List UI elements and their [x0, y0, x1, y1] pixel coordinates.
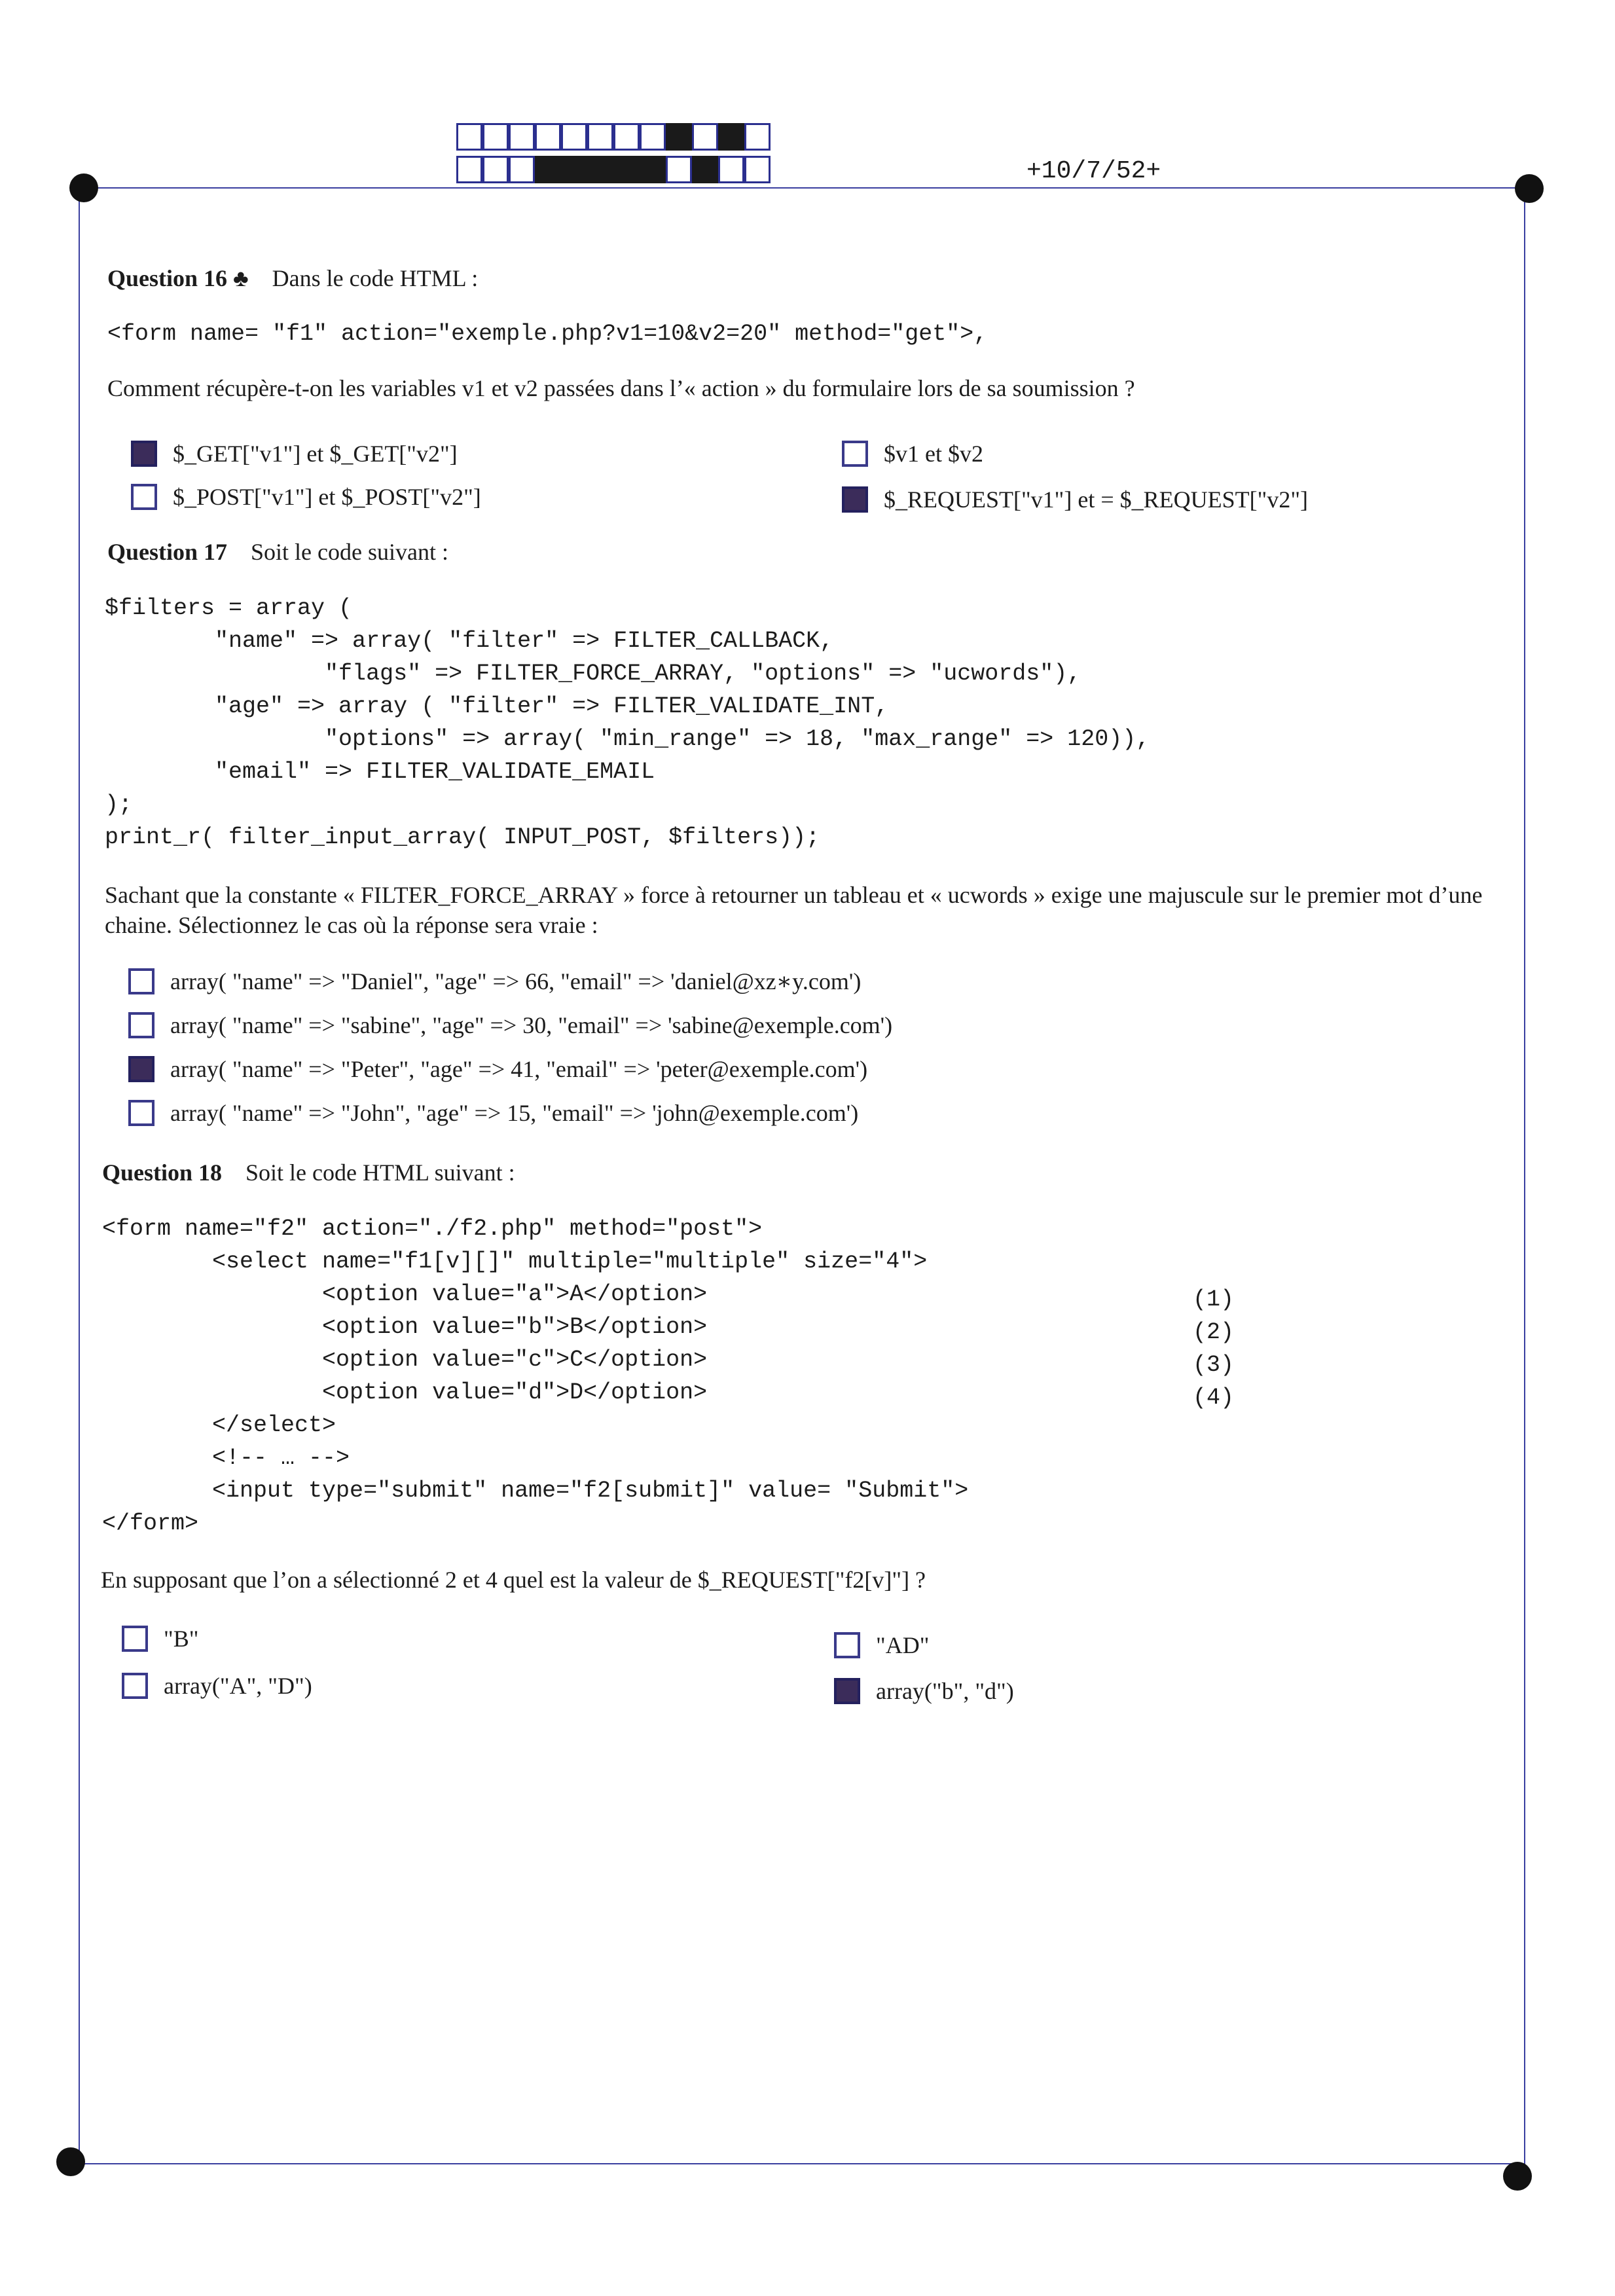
frame-top	[85, 187, 1532, 189]
barcode-cell	[692, 123, 718, 151]
barcode-cell	[613, 123, 640, 151]
question-16-code: <form name= "f1" action="exemple.php?v1=10&v2=20" method="get">,	[107, 321, 988, 347]
question-18-code: <form name="f2" action="./f2.php" method="post"> <select name="f1[v][]" multiple="multiple" size="4"> <option value="a">A</option> <option value="b">B</option> <option value="c">C</option> <option value="d">D</option> </select> <!-- … --> <input type="submit" name="f2[submit]" value= "Submit"> </form>	[102, 1216, 969, 1537]
q16-choice-3[interactable]	[842, 437, 983, 470]
barcode-cell	[535, 123, 561, 151]
barcode-cell	[666, 123, 692, 151]
barcode-cell	[640, 123, 666, 151]
code-line-number-3: (3)	[1193, 1352, 1235, 1378]
question-16-text: Comment récupère-t-on les variables v1 et v2 passées dans l’« action » du formulaire lors de sa soumission ?	[107, 375, 1135, 401]
barcode-cell	[718, 156, 744, 183]
corner-marker-bottom-left	[56, 2147, 85, 2176]
question-17-label: Question 17	[107, 539, 228, 565]
question-17-text: Sachant que la constante « FILTER_FORCE_ARRAY » force à retourner un tableau et « ucwords » exige une majuscule sur le premier mot d’une chaine. Sélectionnez le cas où la réponse sera vraie :	[105, 882, 1483, 938]
code-line-number-1: (1)	[1193, 1286, 1235, 1313]
q16-choice-2[interactable]	[131, 481, 481, 513]
barcode-cell	[587, 156, 613, 183]
barcode-cell	[535, 156, 561, 183]
q18-choice-4[interactable]	[834, 1675, 1014, 1707]
checkbox[interactable]	[834, 1632, 860, 1658]
checkbox[interactable]	[131, 441, 157, 467]
choice-label: array( "name" => "John", "age" => 15, "email" => 'john@exemple.com')	[170, 1100, 859, 1126]
choice-label: $_POST["v1"] et $_POST["v2"]	[173, 484, 481, 510]
q16-choice-4[interactable]	[842, 483, 1308, 516]
checkbox[interactable]	[842, 441, 868, 467]
question-16-title	[107, 264, 478, 292]
code-line-number-2: (2)	[1193, 1319, 1235, 1345]
checkbox[interactable]	[128, 1100, 154, 1126]
question-16-label: Question 16 ♣	[107, 265, 249, 291]
corner-marker-top-left	[69, 173, 98, 202]
q16-choice-1[interactable]	[131, 437, 458, 470]
barcode-cell	[456, 123, 482, 151]
frame-right	[1524, 187, 1525, 2175]
code-line-number-4: (4)	[1193, 1385, 1235, 1411]
checkbox[interactable]	[131, 484, 157, 510]
question-18-text: En supposant que l’on a sélectionné 2 et 4 quel est la valeur de $_REQUEST["f2[v]"] ?	[101, 1567, 926, 1593]
checkbox[interactable]	[842, 486, 868, 513]
choice-label: $v1 et $v2	[884, 441, 983, 467]
barcode-cell	[692, 156, 718, 183]
barcode-cell	[613, 156, 640, 183]
question-17-title	[107, 538, 448, 566]
choice-label: array("A", "D")	[164, 1673, 312, 1699]
barcode-cell	[509, 123, 535, 151]
question-18-title	[102, 1159, 515, 1186]
q17-choice-3[interactable]	[128, 1053, 867, 1085]
barcode-cell	[561, 156, 587, 183]
barcode-cell	[456, 156, 482, 183]
exam-id: +10/7/52+	[1026, 157, 1161, 185]
checkbox[interactable]	[122, 1673, 148, 1699]
choice-label: $_GET["v1"] et $_GET["v2"]	[173, 441, 458, 467]
question-17-code: $filters = array ( "name" => array( "filter" => FILTER_CALLBACK, "flags" => FILTER_FORCE_ARRAY, "options" => "ucwords"), "age" => array ( "filter" => FILTER_VALIDATE_INT, "options" => array( "min_range" => 18, "max_range" => 120)), "email" => FILTER_VALIDATE_EMAIL ); print_r( filter_input_array( INPUT_POST, $filters));	[105, 595, 1150, 850]
barcode-cell	[744, 156, 771, 183]
choice-label: "AD"	[876, 1632, 930, 1658]
q18-choice-3[interactable]	[834, 1629, 929, 1662]
barcode-cell	[666, 156, 692, 183]
choice-label: "B"	[164, 1626, 199, 1652]
barcode-row-1	[456, 123, 771, 151]
barcode-row-2	[456, 156, 771, 183]
question-18-label: Question 18	[102, 1159, 223, 1186]
q17-choice-4[interactable]	[128, 1097, 858, 1129]
barcode-cell	[509, 156, 535, 183]
choice-label: array("b", "d")	[876, 1678, 1014, 1704]
choice-label: array( "name" => "sabine", "age" => 30, "email" => 'sabine@exemple.com')	[170, 1012, 893, 1038]
q18-choice-2[interactable]	[122, 1669, 312, 1702]
q17-choice-2[interactable]	[128, 1009, 892, 1042]
checkbox[interactable]	[128, 1056, 154, 1082]
question-18-prompt: Soit le code HTML suivant :	[245, 1159, 515, 1186]
choice-label: array( "name" => "Peter", "age" => 41, "email" => 'peter@exemple.com')	[170, 1056, 868, 1082]
question-17-prompt: Soit le code suivant :	[251, 539, 448, 565]
question-16-prompt: Dans le code HTML :	[272, 265, 479, 291]
corner-marker-top-right	[1515, 174, 1544, 203]
checkbox[interactable]	[122, 1626, 148, 1652]
barcode-cell	[482, 123, 509, 151]
q17-choice-1[interactable]	[128, 965, 861, 998]
checkbox[interactable]	[128, 968, 154, 994]
barcode-cell	[718, 123, 744, 151]
frame-left	[79, 187, 80, 2163]
q18-choice-1[interactable]	[122, 1622, 198, 1655]
choice-label: array( "name" => "Daniel", "age" => 66, "email" => 'daniel@xz∗y.com')	[170, 968, 862, 994]
barcode-cell	[482, 156, 509, 183]
barcode-cell	[744, 123, 771, 151]
frame-bottom	[72, 2163, 1522, 2164]
corner-marker-bottom-right	[1503, 2162, 1532, 2191]
barcode-cell	[561, 123, 587, 151]
checkbox[interactable]	[834, 1678, 860, 1704]
barcode-cell	[640, 156, 666, 183]
barcode-cell	[587, 123, 613, 151]
choice-label: $_REQUEST["v1"] et = $_REQUEST["v2"]	[884, 486, 1309, 513]
checkbox[interactable]	[128, 1012, 154, 1038]
